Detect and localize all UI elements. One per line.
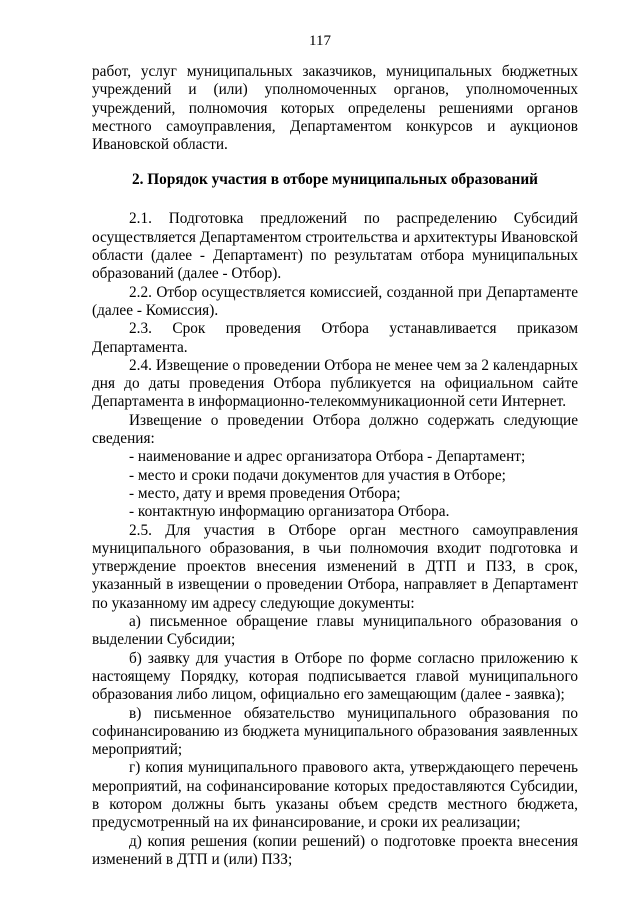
paragraph-2-2: 2.2. Отбор осуществляется комиссией, созданной при Департаменте (далее - Комиссия). (92, 283, 578, 319)
paragraph-2-5: 2.5. Для участия в Отборе орган местного самоуправления муниципального образования, в чьи полномочия входит подготовка и утверждение проектов внесения изменений в ДТП и ПЗЗ, в срок, указанный в извещении о проведении Отбора, направляет в Департамент по указанному им адресу следующие документы: (92, 521, 578, 612)
document-item-g: г) копия муниципального правового акта, утверждающего перечень мероприятий, на софинансирование которых предоставляются Субсидии, в котором должны быть указаны объем средств местного бюджета, предусмотренный на их финансирование, и сроки их реализации; (92, 759, 578, 832)
paragraph-2-4: 2.4. Извещение о проведении Отбора не менее чем за 2 календарных дня до даты проведения Отбора публикуется на официальном сайте Департамента в информационно-телекоммуникационной сети Интернет. (92, 356, 578, 411)
notice-item-organizer: - наименование и адрес организатора Отбора - Департамент; (129, 448, 526, 466)
notice-item-submission: - место и сроки подачи документов для участия в Отборе; (129, 466, 506, 484)
notice-intro: Извещение о проведении Отбора должно содержать следующие сведения: (92, 411, 578, 448)
paragraph-2-3: 2.3. Срок проведения Отбора устанавливается приказом Департамента. (92, 320, 578, 356)
page-content (92, 63, 578, 869)
document-item-d: д) копия решения (копии решений) о подготовке проекта внесения изменений в ДТП и (или) ПЗЗ; (92, 832, 578, 868)
page-number: 117 (309, 33, 331, 49)
section-title: 2. Порядок участия в отборе муниципальных образований (131, 171, 538, 189)
paragraph-2-1: 2.1. Подготовка предложений по распределению Субсидий осуществляется Департаментом строительства и архитектуры Ивановской области (далее - Департамент) по результатам отбора муниципальных образований (далее - Отбор). (92, 210, 578, 283)
notice-item-place-date: - место, дату и время проведения Отбора; (129, 484, 401, 502)
document-item-b: б) заявку для участия в Отборе по форме согласно приложению к настоящему Порядку, которая подписывается главой муниципального образования либо лицом, официально его замещающим (далее - заявка); (92, 649, 578, 704)
document-item-a: а) письменное обращение главы муниципального образования о выделении Субсидии; (92, 613, 578, 649)
notice-item-contacts: - контактную информацию организатора Отбора. (129, 503, 450, 521)
document-item-v: в) письменное обязательство муниципального образования по софинансированию из бюджета муниципального образования заявленных мероприятий; (92, 704, 578, 759)
intro-paragraph: работ, услуг муниципальных заказчиков, муниципальных бюджетных учреждений и (или) уполномоченных органов, уполномоченных учреждений, полномочия которых определены решениями органов местного самоуправления, Департаментом конкурсов и аукционов Ивановской области. (92, 63, 578, 154)
